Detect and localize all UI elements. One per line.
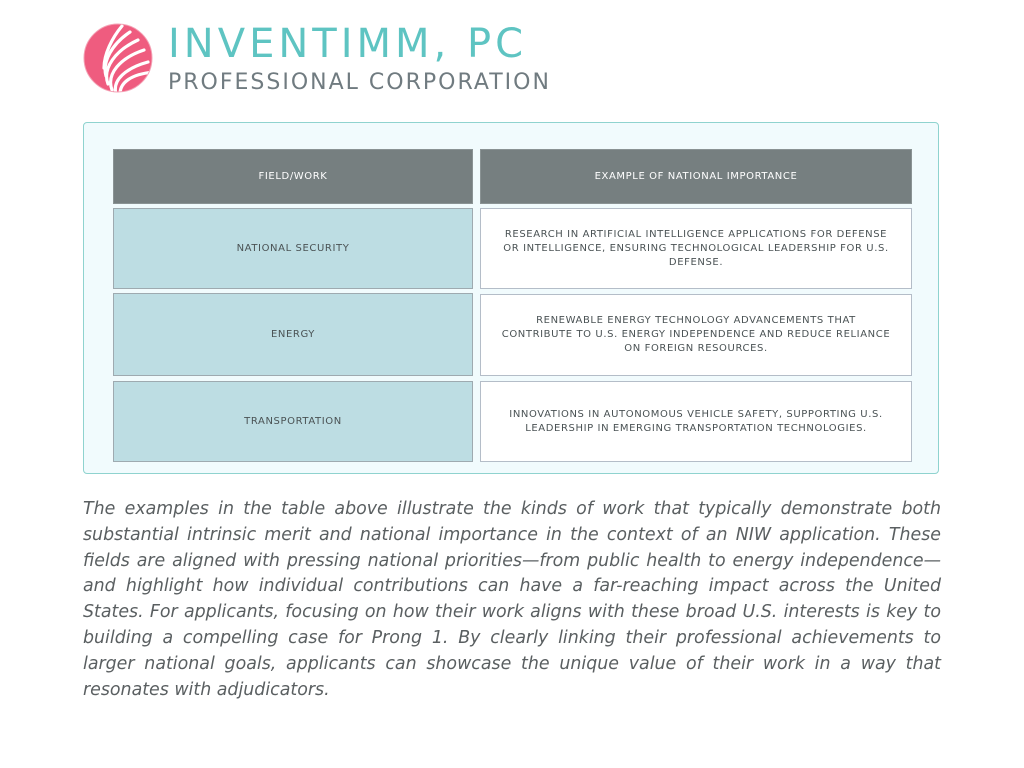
national-importance-table: [83, 122, 939, 474]
column-header-example: EXAMPLE OF NATIONAL IMPORTANCE: [480, 149, 912, 204]
pink-circular-shell-logo-icon: [82, 22, 154, 94]
field-cell-energy: ENERGY: [113, 293, 473, 376]
field-cell-transportation: TRANSPORTATION: [113, 381, 473, 462]
column-header-field-work: FIELD/WORK: [113, 149, 473, 204]
company-logo: [82, 20, 582, 100]
company-name: INVENTIMM, PC: [168, 21, 528, 67]
example-cell-transportation: INNOVATIONS IN AUTONOMOUS VEHICLE SAFETY, SUPPORTING U.S. LEADERSHIP IN EMERGING TRANSPORTATION TECHNOLOGIES.: [480, 381, 912, 462]
example-cell-national-security: RESEARCH IN ARTIFICIAL INTELLIGENCE APPLICATIONS FOR DEFENSE OR INTELLIGENCE, ENSURING TECHNOLOGICAL LEADERSHIP FOR U.S. DEFENSE.: [480, 208, 912, 289]
field-cell-national-security: NATIONAL SECURITY: [113, 208, 473, 289]
example-cell-energy: RENEWABLE ENERGY TECHNOLOGY ADVANCEMENTS THAT CONTRIBUTE TO U.S. ENERGY INDEPENDENCE AND REDUCE RELIANCE ON FOREIGN RESOURCES.: [480, 294, 912, 376]
body-paragraph: The examples in the table above illustrate the kinds of work that typically demonstrate both substantial intrinsic merit and national importance in the context of an NIW application. These fields are aligned with pressing national priorities—from public health to energy independence—and highlight how individual contributions can have a far-reaching impact across the United States. For applicants, focusing on how their work aligns with these broad U.S. interests is key to building a compelling case for Prong 1. By clearly linking their professional achievements to larger national goals, applicants can showcase the unique value of their work in a way that resonates with adjudicators.: [83, 499, 941, 700]
company-tagline: PROFESSIONAL CORPORATION: [168, 70, 551, 95]
